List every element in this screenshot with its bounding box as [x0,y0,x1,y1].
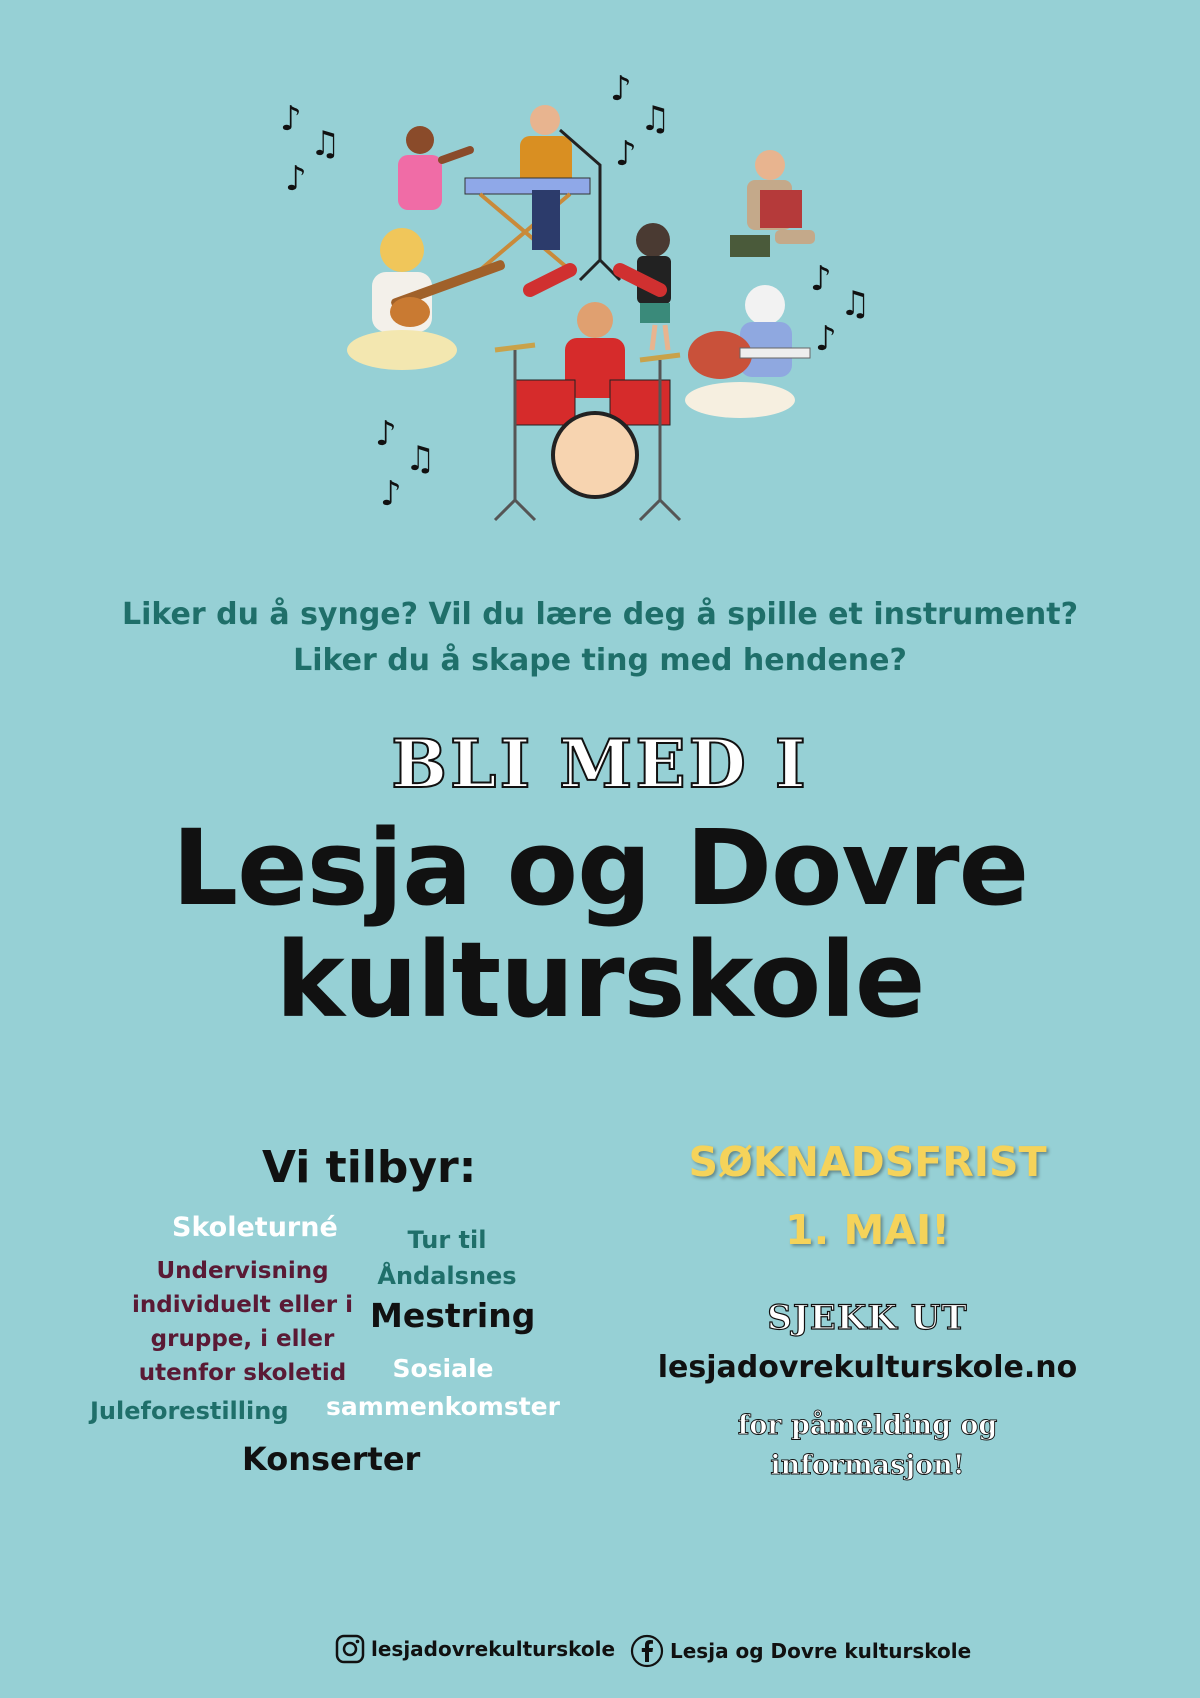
svg-text:♪: ♪ [285,159,307,199]
join-heading: BLI MED I [391,725,809,803]
svg-text:♪: ♪ [280,99,302,139]
facebook-name: Lesja og Dovre kulturskole [670,1639,972,1663]
offer-sosiale-line-1: Sosiale [392,1354,494,1383]
offer-undervisning-line-1: Undervisning [156,1258,329,1284]
offer-undervisning-line-2: individuelt eller i [131,1292,353,1318]
deadline-date: 1. MAI! [785,1206,950,1254]
svg-text:♫: ♫ [405,439,436,479]
website-link[interactable]: lesjadovrekulturskole.no [657,1350,1078,1385]
offer-mestring: Mestring [370,1296,536,1335]
musicians-illustration [280,60,960,560]
info-line-2: informasjon! [770,1450,965,1481]
svg-text:♪: ♪ [615,134,637,174]
offer-tur-line-2: Åndalsnes [377,1262,517,1290]
svg-text:♫: ♫ [310,124,341,164]
deadline-label: SØKNADSFRIST [688,1138,1047,1186]
svg-text:♪: ♪ [815,319,837,359]
keyboard-player-figure [465,105,620,280]
school-name-line-1: Lesja og Dovre [171,807,1029,929]
accordion-player-figure [730,150,815,257]
svg-text:♫: ♫ [840,284,871,324]
offer-tur [372,1222,522,1294]
facebook-icon [630,1634,664,1668]
svg-text:♫: ♫ [640,99,671,139]
offer-sosiale [318,1350,568,1426]
intro-line-1: Liker du å synge? Vil du lære deg å spille et instrument? [121,597,1079,632]
svg-text:♪: ♪ [375,414,397,454]
check-out-heading: SJEKK UT [767,1298,968,1338]
instagram-link[interactable] [335,1634,615,1664]
offer-konserter: Konserter [242,1440,421,1478]
singer-figure [398,126,470,210]
intro-line-2: Liker du å skape ting med hendene? [293,643,907,678]
svg-text:♪: ♪ [810,259,832,299]
guitar-player-figure [685,285,810,418]
offer-skoleturne: Skoleturné [172,1212,338,1243]
instagram-icon [335,1634,365,1664]
svg-text:♪: ♪ [380,474,402,514]
offer-tur-line-1: Tur til [407,1226,487,1254]
svg-text:♪: ♪ [610,69,632,109]
ukulele-player-figure [347,228,506,370]
facebook-link[interactable] [630,1634,971,1668]
school-name-line-2: kulturskole [275,919,925,1041]
offer-undervisning-line-4: utenfor skoletid [138,1360,347,1386]
offer-undervisning-line-3: gruppe, i eller [150,1326,335,1352]
instagram-handle: lesjadovrekulturskole [371,1637,616,1661]
school-name [0,807,1200,1041]
offers-title: Vi tilbyr: [262,1142,477,1193]
offer-juleforestilling: Juleforestilling [90,1397,289,1425]
info-line-1: for påmelding og [737,1410,998,1441]
intro-text [0,592,1200,684]
info-text [650,1406,1085,1486]
offer-sosiale-line-2: sammenkomster [326,1392,560,1421]
